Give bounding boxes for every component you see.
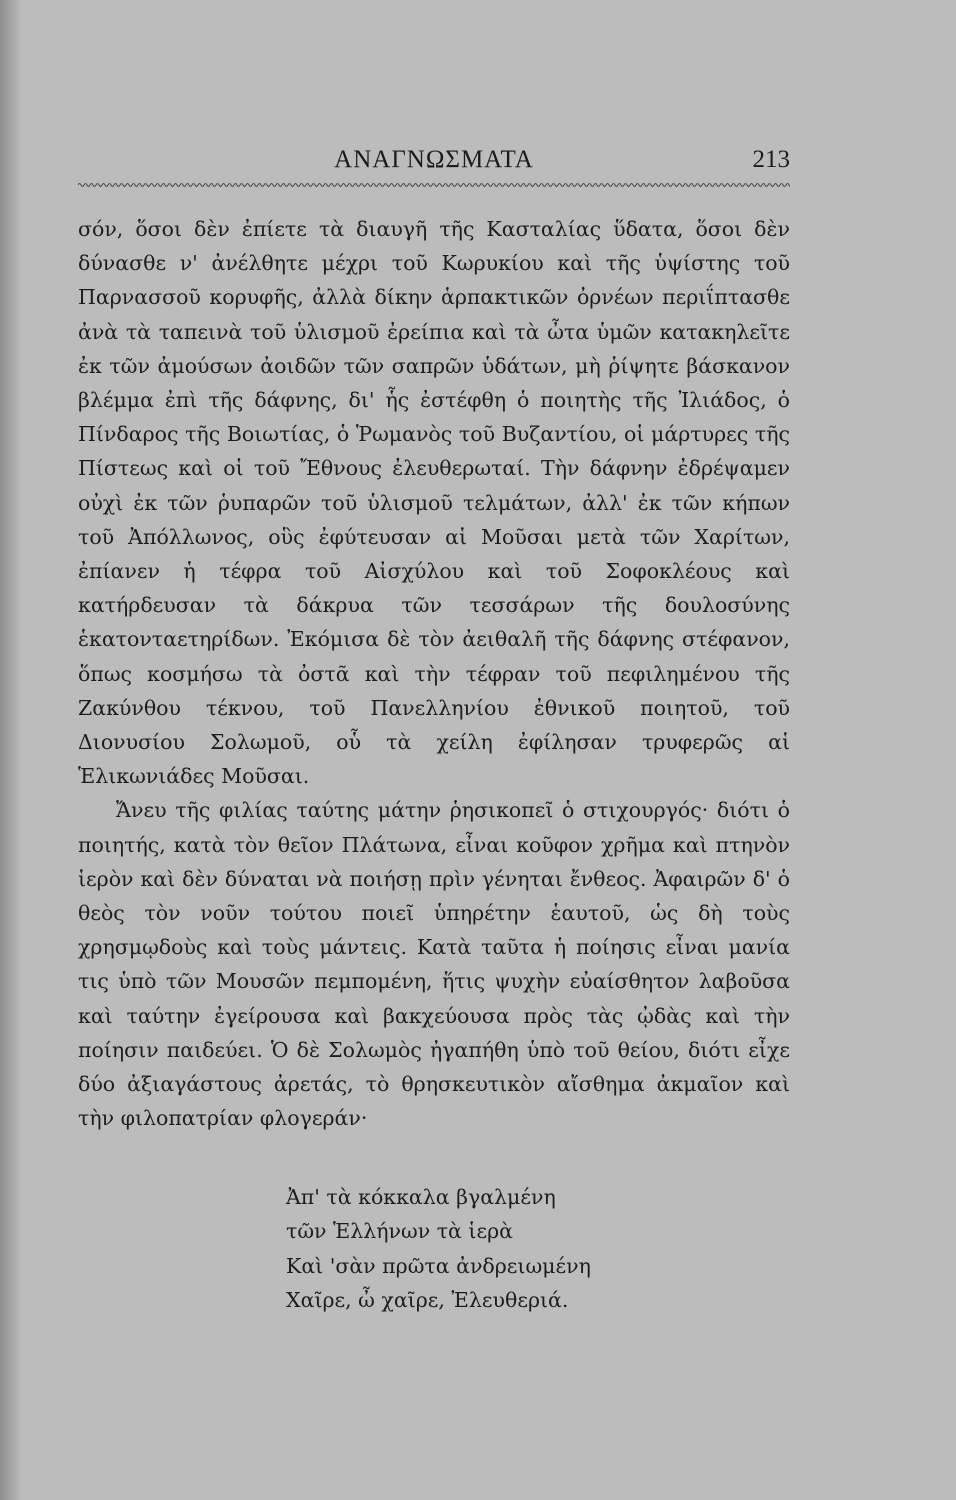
verse-line: Χαῖρε, ὦ χαῖρε, Ἐλευθεριά. [286, 1288, 569, 1313]
verse-quote [286, 1180, 786, 1318]
verse-line: Καὶ 'σὰν πρῶτα ἀνδρειωμένη [286, 1253, 591, 1278]
paragraph-solomos: Ἄνευ τῆς φιλίας ταύτης μάτην ῥησικοπεῖ ὁ στιχουργός· διότι ὁ ποιητής, κατὰ τὸν θεῖον Πλάτωνα, εἶναι κοῦφον χρῆμα καὶ πτηνὸν ἱερὸν καὶ δὲν δύναται νὰ ποιήσῃ πρὶν γένηται ἔνθεος. Ἀφαιρῶν δ' ὁ θεὸς τὸν νοῦν τούτου ποιεῖ ὑπηρέτην ἑαυτοῦ, ὡς δὴ τοὺς χρησμῳδοὺς καὶ τοὺς μάντεις. Κατὰ ταῦτα ἡ ποίησις εἶναι μανία τις ὑπὸ τῶν Μουσῶν πεμπομένη, ἥτις ψυχὴν εὐαίσθητον λαβοῦσα καὶ ταύτην ἐγείρουσα καὶ βακχεύουσα πρὸς τὰς ᾠδὰς καὶ τὴν ποίησιν παιδεύει. Ὁ δὲ Σολωμὸς ἠγαπήθη ὑπὸ τοῦ θείου, διότι εἶχε δύο ἀξιαγάστους ἀρετάς, τὸ θρησκευτικὸν αἴσθημα ἀκμαῖον καὶ τὴν φιλοπατρίαν φλογεράν· [78, 798, 790, 1131]
verse-line: τῶν Ἑλλήνων τὰ ἱερὰ [286, 1219, 513, 1244]
running-head [78, 140, 790, 180]
wavy-rule-divider [78, 181, 790, 189]
spine-shadow [0, 0, 22, 1500]
running-title: ΑΝΑΓΝΩΣΜΑΤΑ [334, 146, 534, 173]
page-number: 213 [752, 146, 790, 173]
main-text [78, 212, 790, 1135]
paragraph-continued: σόν, ὅσοι δὲν ἐπίετε τὰ διαυγῆ τῆς Κασταλίας ὕδατα, ὅσοι δὲν δύνασθε ν' ἀνέλθητε μέχρι τοῦ Κωρυκίου καὶ τῆς ὑψίστης τοῦ Παρνασσοῦ κορυφῆς, ἀλλὰ δίκην ἁρπακτικῶν ὀρνέων περιΐπτασθε ἀνὰ τὰ ταπεινὰ τοῦ ὑλισμοῦ ἐρείπια καὶ τὰ ὦτα ὑμῶν κατακηλεῖτε ἐκ τῶν ἀμούσων ἀοιδῶν τῶν σαπρῶν ὑδάτων, μὴ ῥίψητε βάσκανον βλέμμα ἐπὶ τῆς δάφνης, δι' ἧς ἐστέφθη ὁ ποιητὴς τῆς Ἰλιάδος, ὁ Πίνδαρος τῆς Βοιωτίας, ὁ Ῥωμανὸς τοῦ Βυζαντίου, οἱ μάρτυρες τῆς Πίστεως καὶ οἱ τοῦ Ἔθνους ἐλευθερωταί. Τὴν δάφνην ἐδρέψαμεν οὐχὶ ἐκ τῶν ῥυπαρῶν τοῦ ὑλισμοῦ τελμάτων, ἀλλ' ἐκ τῶν κήπων τοῦ Ἀπόλλωνος, οὓς ἐφύτευσαν αἱ Μοῦσαι μετὰ τῶν Χαρίτων, ἐπίανεν ἡ τέφρα τοῦ Αἰσχύλου καὶ τοῦ Σοφοκλέους καὶ κατήρδευσαν τὰ δάκρυα τῶν τεσσάρων τῆς δουλοσύνης ἑκατονταετηρίδων. Ἐκόμισα δὲ τὸν ἀειθαλῆ τῆς δάφνης στέφανον, ὅπως κοσμήσω τὰ ὀστᾶ καὶ τὴν τέφραν τοῦ πεφιλημένου τῆς Ζακύνθου τέκνου, τοῦ Πανελληνίου ἐθνικοῦ ποιητοῦ, τοῦ Διονυσίου Σολωμοῦ, οὗ τὰ χείλη ἐφίλησαν τρυφερῶς αἱ Ἑλικωνιάδες Μοῦσαι. [78, 217, 790, 789]
verse-line: Ἀπ' τὰ κόκκαλα βγαλμένη [286, 1185, 556, 1209]
